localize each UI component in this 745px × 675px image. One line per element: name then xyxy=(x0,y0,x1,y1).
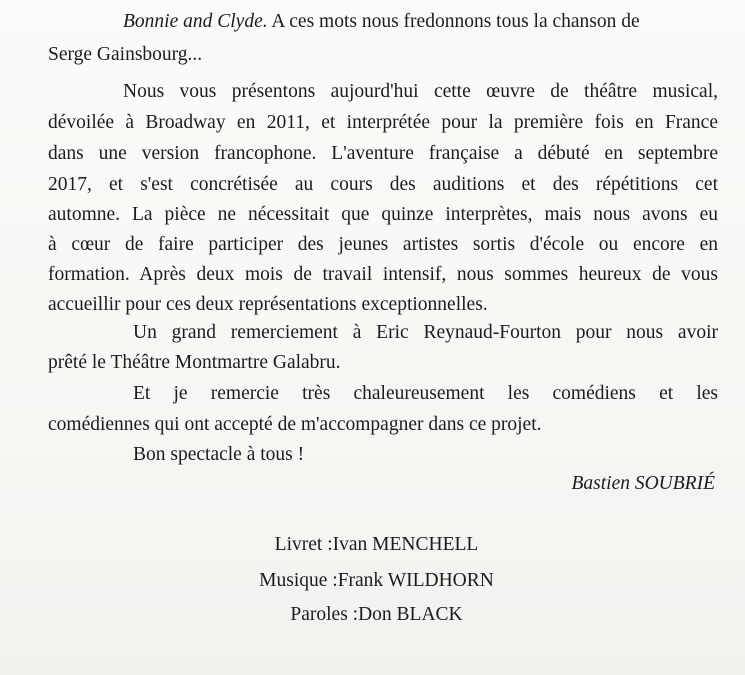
thanks-line-2: prêté le Théâtre Montmartre Galabru. xyxy=(48,352,341,373)
credit-label: Livret : xyxy=(274,534,333,555)
thanks2-line-1: Et je remercie très chaleureusement les comédiens et les xyxy=(133,383,718,404)
credit-name: Ivan MENCHELL xyxy=(332,534,479,555)
credit-paroles xyxy=(0,603,745,627)
credit-label: Musique : xyxy=(259,570,338,591)
body-line-8: accueillir pour ces deux représentations exceptionnelles. xyxy=(48,294,488,315)
body-line-1: Nous vous présentons aujourd'hui cette œuvre de théâtre musical, xyxy=(123,81,718,102)
intro-line-1 xyxy=(123,10,640,34)
signature: Bastien SOUBRIÉ xyxy=(571,473,715,494)
credit-name: Don BLACK xyxy=(358,604,463,625)
thanks2-line-2: comédiennes qui ont accepté de m'accompagner dans ce projet. xyxy=(48,414,542,435)
credit-livret xyxy=(0,533,745,557)
body-line-5: automne. La pièce ne nécessitait que quinze interprètes, mais nous avons eu xyxy=(48,204,718,225)
body-line-6: à cœur de faire participer des jeunes artistes sortis d'école ou encore en xyxy=(48,234,718,255)
body-line-2: dévoilée à Broadway en 2011, et interprétée pour la première fois en France xyxy=(48,112,718,133)
body-line-4: 2017, et s'est concrétisée au cours des auditions et des répétitions cet xyxy=(48,174,718,195)
credit-name: Frank WILDHORN xyxy=(337,570,494,591)
thanks-line-1: Un grand remerciement à Eric Reynaud-Fourton pour nous avoir xyxy=(133,322,718,343)
intro-line-2: Serge Gainsbourg... xyxy=(48,44,203,65)
body-line-3: dans une version francophone. L'aventure française a débuté en septembre xyxy=(48,143,718,164)
credit-label: Paroles : xyxy=(290,604,359,625)
show-title: Bonnie and Clyde. xyxy=(123,11,268,32)
credit-musique xyxy=(0,569,745,593)
body-line-7: formation. Après deux mois de travail intensif, nous sommes heureux de vous xyxy=(48,264,718,285)
closing-line: Bon spectacle à tous ! xyxy=(133,444,305,465)
intro-line-1-rest: A ces mots nous fredonnons tous la chanson de xyxy=(267,11,640,32)
